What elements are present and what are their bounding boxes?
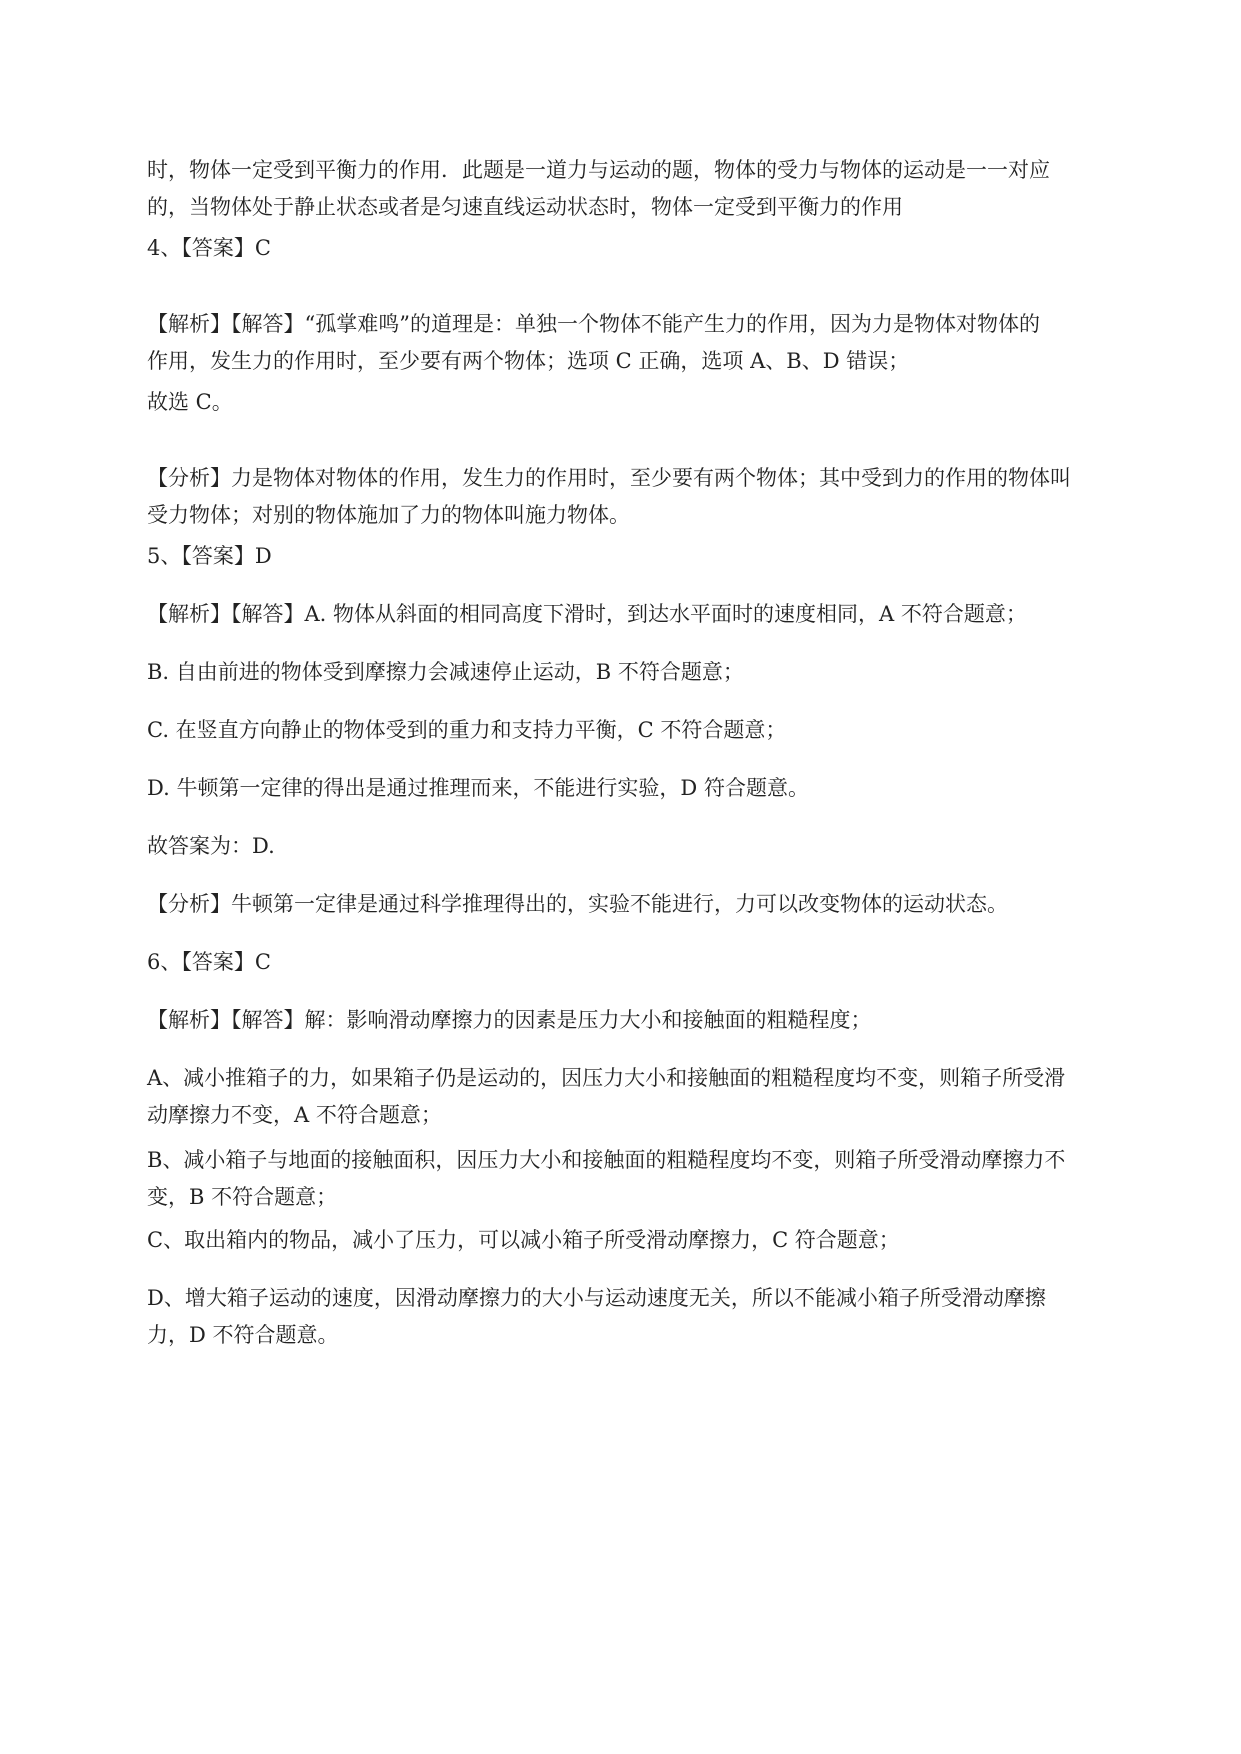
answer-4-heading xyxy=(147,230,1147,267)
answer-5-option-a xyxy=(147,596,1147,633)
answer-5-option-d xyxy=(147,770,1147,807)
text-line: 6、【答案】C xyxy=(147,950,271,974)
answer-6-explanation xyxy=(147,1002,1147,1039)
text-line: 的，当物体处于静止状态或者是匀速直线运动状态时，物体一定受到平衡力的作用 xyxy=(147,195,903,219)
paragraph-balanced-force-conclusion xyxy=(147,152,1147,226)
text-line: 【解析】【解答】A. 物体从斜面的相同高度下滑时，到达水平面时的速度相同，A 不符合题意； xyxy=(147,602,1027,626)
answer-5-analysis xyxy=(147,886,1147,923)
text-line: 力，D 不符合题意。 xyxy=(147,1323,339,1347)
text-line: A、减小推箱子的力，如果箱子仍是运动的，因压力大小和接触面的粗糙程度均不变，则箱子所受滑 xyxy=(147,1066,1066,1090)
text-line: 受力物体；对别的物体施加了力的物体叫施力物体。 xyxy=(147,503,630,527)
text-line: 【解析】【解答】“孤掌难鸣”的道理是：单独一个物体不能产生力的作用，因为力是物体对物体的 xyxy=(147,312,1040,336)
answer-5-heading xyxy=(147,538,1147,575)
text-line: 【解析】【解答】解：影响滑动摩擦力的因素是压力大小和接触面的粗糙程度； xyxy=(147,1008,872,1032)
text-line: 故答案为：D. xyxy=(147,834,275,858)
answer-6-option-d xyxy=(147,1280,1147,1354)
text-line: B. 自由前进的物体受到摩擦力会减速停止运动，B 不符合题意； xyxy=(147,660,744,684)
answer-6-option-a xyxy=(147,1060,1147,1134)
answer-5-conclusion xyxy=(147,828,1147,865)
text-line: 作用，发生力的作用时，至少要有两个物体；选项 C 正确，选项 A、B、D 错误； xyxy=(147,349,910,373)
answer-5-option-c xyxy=(147,712,1147,749)
text-line: 时，物体一定受到平衡力的作用．此题是一道力与运动的题，物体的受力与物体的运动是一一对应 xyxy=(147,158,1050,182)
text-line: B、减小箱子与地面的接触面积，因压力大小和接触面的粗糙程度均不变，则箱子所受滑动摩擦力不 xyxy=(147,1148,1066,1172)
answer-6-option-c xyxy=(147,1222,1147,1259)
text-line: D、增大箱子运动的速度，因滑动摩擦力的大小与运动速度无关，所以不能减小箱子所受滑动摩擦 xyxy=(147,1286,1046,1310)
text-line: 5、【答案】D xyxy=(147,544,272,568)
answer-5-option-b xyxy=(147,654,1147,691)
text-line: C、取出箱内的物品，减小了压力，可以减小箱子所受滑动摩擦力，C 符合题意； xyxy=(147,1228,900,1252)
answer-6-heading xyxy=(147,944,1147,981)
answer-4-analysis xyxy=(147,460,1147,534)
text-line: D. 牛顿第一定律的得出是通过推理而来，不能进行实验，D 符合题意。 xyxy=(147,776,809,800)
answer-4-choice xyxy=(147,384,1147,421)
answer-4-explanation xyxy=(147,306,1147,380)
text-line: 【分析】牛顿第一定律是通过科学推理得出的，实验不能进行，力可以改变物体的运动状态。 xyxy=(147,892,1008,916)
text-line: 4、【答案】C xyxy=(147,236,271,260)
text-line: 【分析】力是物体对物体的作用，发生力的作用时，至少要有两个物体；其中受到力的作用的物体叫 xyxy=(147,466,1071,490)
text-line: C. 在竖直方向静止的物体受到的重力和支持力平衡，C 不符合题意； xyxy=(147,718,787,742)
text-line: 变，B 不符合题意； xyxy=(147,1185,338,1209)
answer-6-option-b xyxy=(147,1142,1147,1216)
text-line: 动摩擦力不变，A 不符合题意； xyxy=(147,1103,442,1127)
text-line: 故选 C。 xyxy=(147,390,233,414)
